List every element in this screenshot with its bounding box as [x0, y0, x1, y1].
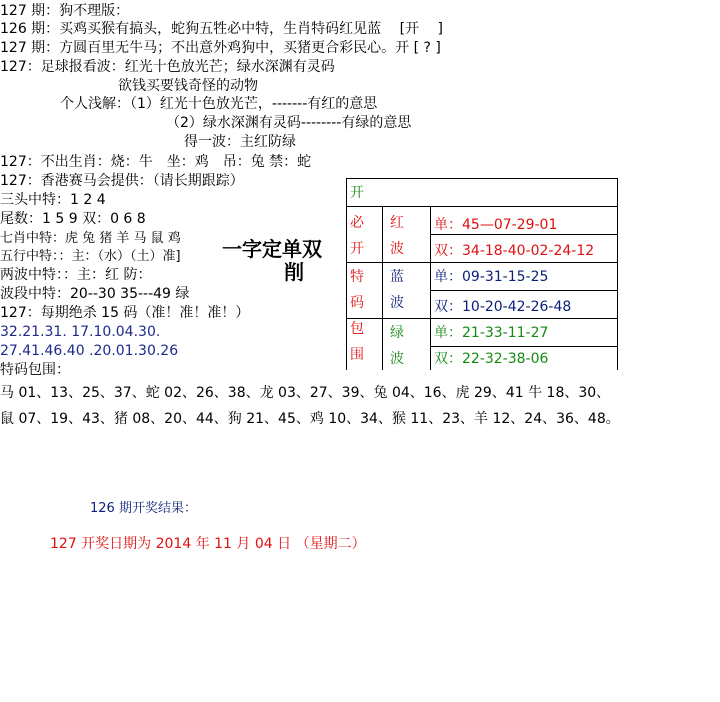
text-line: 三头中特：1 2 4	[0, 192, 106, 208]
special-number-table	[346, 178, 618, 370]
stamp-line-2: 削	[284, 260, 304, 284]
green-odd: 单：21-33-11-27	[434, 325, 549, 341]
side-char: 包	[350, 321, 364, 337]
issue-title: 127 期：狗不理版：	[0, 3, 130, 19]
blue-odd: 单：09-31-15-25	[434, 269, 549, 285]
text-line: 得一波：主红防绿	[184, 134, 296, 150]
text-line: 127：每期绝杀 15 码（准！准！准！）	[0, 305, 250, 321]
side-char: 必	[350, 215, 364, 231]
stamp-line-1: 一字定单双	[222, 237, 322, 261]
text-line: 127：足球报看波：红光十色放光芒；绿水深渊有灵码	[0, 59, 335, 75]
text-line: 127：香港赛马会提供：（请长期跟踪）	[0, 173, 244, 189]
side-char: 码	[350, 295, 364, 311]
text-line: 欲钱买要钱奇怪的动物	[118, 78, 258, 94]
text-line: 尾数：1 5 9 双：0 6 8	[0, 211, 146, 227]
text-line: 鼠 07、19、43、猪 08、20、44、狗 21、45、鸡 10、34、猴 11、23、羊 12、24、36、48。	[0, 411, 620, 427]
side-char: 开	[350, 241, 364, 257]
wave-label: 红	[390, 215, 404, 231]
text-line: 127 期：方圆百里无牛马；不出意外鸡狗中，买猪更合彩民心。开 [ ? ]	[0, 40, 441, 56]
wave-label: 波	[390, 241, 404, 257]
wave-label: 波	[390, 295, 404, 311]
text-line: 32.21.31. 17.10.04.30.	[0, 324, 161, 340]
draw-date: 127 开奖日期为 2014 年 11 月 04 日 （星期二）	[50, 536, 366, 552]
text-line: （2）绿水深渊有灵码--------有绿的意思	[166, 115, 412, 131]
text-line: 127：不出生肖：烧：牛 坐：鸡 吊：兔 禁：蛇	[0, 154, 312, 170]
text-line: 五行中特：：主：（水）（土）准]	[0, 249, 181, 264]
text-line: 波段中特：20--30 35---49 绿	[0, 286, 190, 302]
text-line: 马 01、13、25、37、蛇 02、26、38、龙 03、27、39、兔 04、16、虎 29、41 牛 18、30、	[0, 385, 611, 401]
text-line: 七肖中特：虎 兔 猪 羊 马 鼠 鸡	[0, 231, 181, 246]
side-char: 特	[350, 269, 364, 285]
result-heading: 126 期开奖结果：	[90, 501, 197, 516]
table-header: 开	[350, 185, 364, 201]
wave-label: 蓝	[390, 269, 404, 285]
wave-label: 绿	[390, 325, 404, 341]
blue-even: 双：10-20-42-26-48	[434, 299, 572, 315]
text-line: 两波中特：：主：红 防：	[0, 267, 152, 283]
text-line: 特码包围：	[0, 362, 70, 378]
red-odd: 单：45—07-29-01	[434, 217, 558, 233]
green-even: 双：22-32-38-06	[434, 351, 549, 367]
text-line: 126 期：买鸡买猴有搞头，蛇狗五牲必中特，生肖特码红见蓝 [开 ]	[0, 21, 443, 37]
side-char: 围	[350, 347, 364, 363]
text-line: 27.41.46.40 .20.01.30.26	[0, 343, 179, 359]
text-line: 个人浅解：（1）红光十色放光芒，-------有红的意思	[60, 96, 378, 112]
wave-label: 波	[390, 351, 404, 367]
red-even: 双：34-18-40-02-24-12	[434, 243, 595, 259]
